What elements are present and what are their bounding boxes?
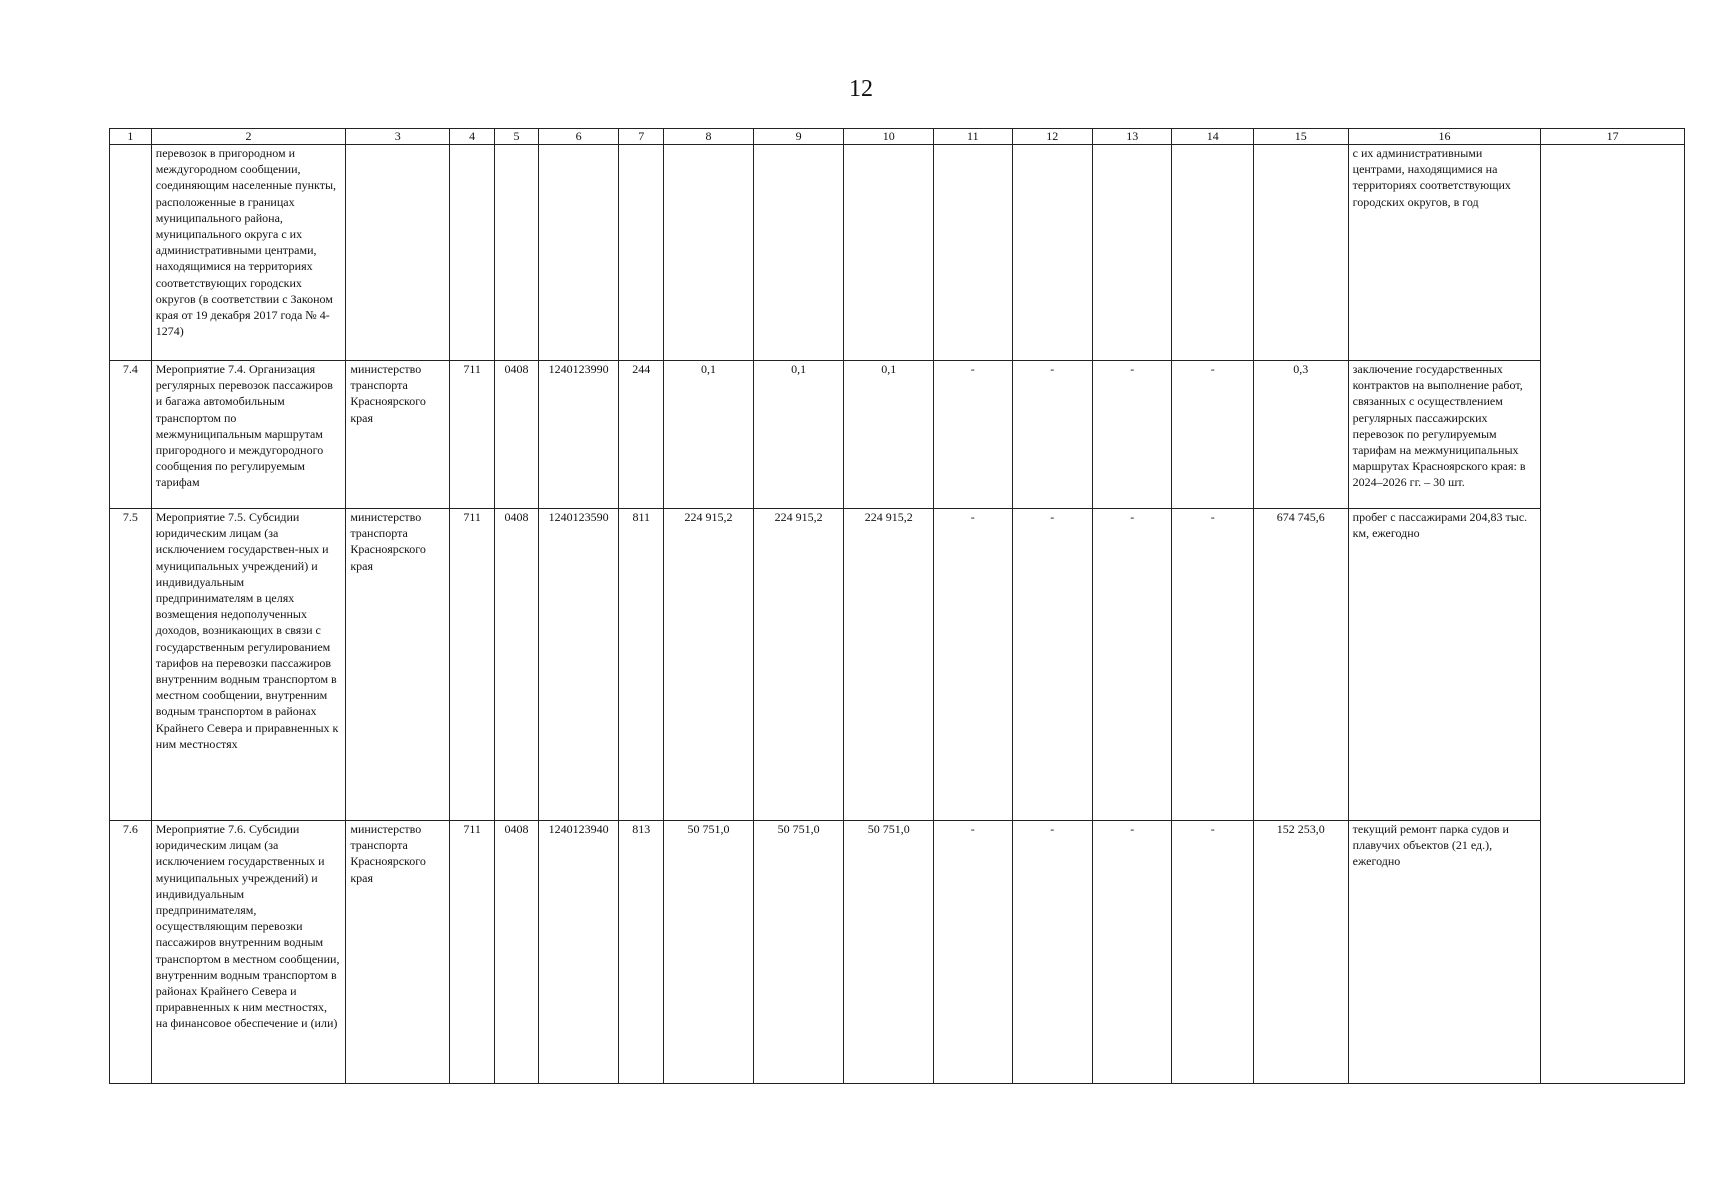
col-header-9: 9 [753,129,844,145]
cell-c6: 1240123590 [538,509,618,821]
col-header-2: 2 [151,129,346,145]
cell-c11: - [934,361,1012,509]
cell-c10: 50 751,0 [844,821,934,1084]
col-header-17: 17 [1541,129,1685,145]
cell-c4: 711 [450,509,495,821]
cell-c4 [450,145,495,361]
col-header-11: 11 [934,129,1012,145]
cell-name: Мероприятие 7.4. Организация регулярных перевозок пассажиров и багажа автомобильным транспортом по межмуниципальным маршрутам пригородного и междугородного сообщения по регулируемым тарифам [151,361,346,509]
cell-c10: 0,1 [844,361,934,509]
cell-c9: 50 751,0 [753,821,844,1084]
cell-num [110,145,152,361]
cell-executor: министерство транспорта Красноярского края [346,361,450,509]
cell-c6: 1240123940 [538,821,618,1084]
cell-c5: 0408 [495,361,539,509]
col-header-3: 3 [346,129,450,145]
cell-c12 [1012,145,1092,361]
col-header-6: 6 [538,129,618,145]
col-header-10: 10 [844,129,934,145]
cell-c5: 0408 [495,821,539,1084]
table-row [110,821,1685,1084]
header-row [110,129,1685,145]
cell-c5: 0408 [495,509,539,821]
cell-c13: - [1092,361,1171,509]
cell-c9 [753,145,844,361]
cell-executor [346,145,450,361]
cell-c11: - [934,821,1012,1084]
col-header-7: 7 [619,129,664,145]
cell-c12: - [1012,361,1092,509]
table-row [110,509,1685,821]
cell-c4: 711 [450,821,495,1084]
cell-name: перевозок в пригородном и междугородном сообщении, соединяющим населенные пункты, расположенные в границах муниципального района, муниципального округа с их административными центрами, находящимися на территориях соответствующих городских округов (в соответствии с Законом края от 19 декабря 2017 года № 4-1274) [151,145,346,361]
cell-c15: 674 745,6 [1253,509,1348,821]
cell-result: текущий ремонт парка судов и плавучих объектов (21 ед.), ежегодно [1348,821,1541,1084]
cell-name: Мероприятие 7.5. Субсидии юридическим лицам (за исключением государствен-ных и муниципальных учреждений) и индивидуальным предпринимателям в целях возмещения недополученных доходов, возникающих в связи с государственным регулированием тарифов на перевозки пассажиров внутренним водным транспортом в местном сообщении, внутренним водным транспортом в районах Крайнего Севера и приравненных к ним местностях [151,509,346,821]
cell-c12: - [1012,509,1092,821]
cell-c7: 813 [619,821,664,1084]
col-header-14: 14 [1172,129,1254,145]
cell-c7 [619,145,664,361]
cell-c13: - [1092,509,1171,821]
program-table [109,128,1685,1084]
cell-c9: 0,1 [753,361,844,509]
col-header-4: 4 [450,129,495,145]
cell-c7: 811 [619,509,664,821]
col-header-16: 16 [1348,129,1541,145]
cell-c4: 711 [450,361,495,509]
cell-c6 [538,145,618,361]
table-row-continuation [110,145,1685,361]
cell-c15 [1253,145,1348,361]
col-header-5: 5 [495,129,539,145]
cell-c14: - [1172,361,1254,509]
page-number: 12 [849,76,873,102]
cell-c10: 224 915,2 [844,509,934,821]
cell-c15: 0,3 [1253,361,1348,509]
cell-c5 [495,145,539,361]
cell-c13: - [1092,821,1171,1084]
cell-c6: 1240123990 [538,361,618,509]
cell-c14: - [1172,821,1254,1084]
col-header-1: 1 [110,129,152,145]
cell-c8: 224 915,2 [664,509,754,821]
cell-num: 7.4 [110,361,152,509]
cell-result: пробег с пассажирами 204,83 тыс. км, ежегодно [1348,509,1541,821]
col-header-12: 12 [1012,129,1092,145]
col-header-13: 13 [1092,129,1171,145]
cell-result: заключение государственных контрактов на выполнение работ, связанных с осуществлением регулярных пассажирских перевозок по регулируемым тарифам на межмуниципальных маршрутах Красноярского края: в 2024–2026 гг. – 30 шт. [1348,361,1541,509]
cell-c11: - [934,509,1012,821]
cell-c14 [1172,145,1254,361]
cell-c10 [844,145,934,361]
cell-c11 [934,145,1012,361]
cell-c8 [664,145,754,361]
cell-c14: - [1172,509,1254,821]
cell-executor: министерство транспорта Красноярского края [346,821,450,1084]
cell-c17 [1541,145,1685,1084]
cell-c7: 244 [619,361,664,509]
table-row [110,361,1685,509]
cell-c15: 152 253,0 [1253,821,1348,1084]
col-header-15: 15 [1253,129,1348,145]
cell-num: 7.5 [110,509,152,821]
cell-c13 [1092,145,1171,361]
cell-c8: 50 751,0 [664,821,754,1084]
col-header-8: 8 [664,129,754,145]
cell-name: Мероприятие 7.6. Субсидии юридическим лицам (за исключением государственных и муниципальных учреждений) и индивидуальным предпринимателям, осуществляющим перевозки пассажиров внутренним водным транспортом в местном сообщении, внутренним водным транспортом в районах Крайнего Севера и приравненных к ним местностях, на финансовое обеспечение и (или) [151,821,346,1084]
cell-result: с их административными центрами, находящимися на территориях соответствующих городских округов, в год [1348,145,1541,361]
cell-c8: 0,1 [664,361,754,509]
cell-c12: - [1012,821,1092,1084]
cell-c9: 224 915,2 [753,509,844,821]
cell-num: 7.6 [110,821,152,1084]
cell-executor: министерство транспорта Красноярского края [346,509,450,821]
